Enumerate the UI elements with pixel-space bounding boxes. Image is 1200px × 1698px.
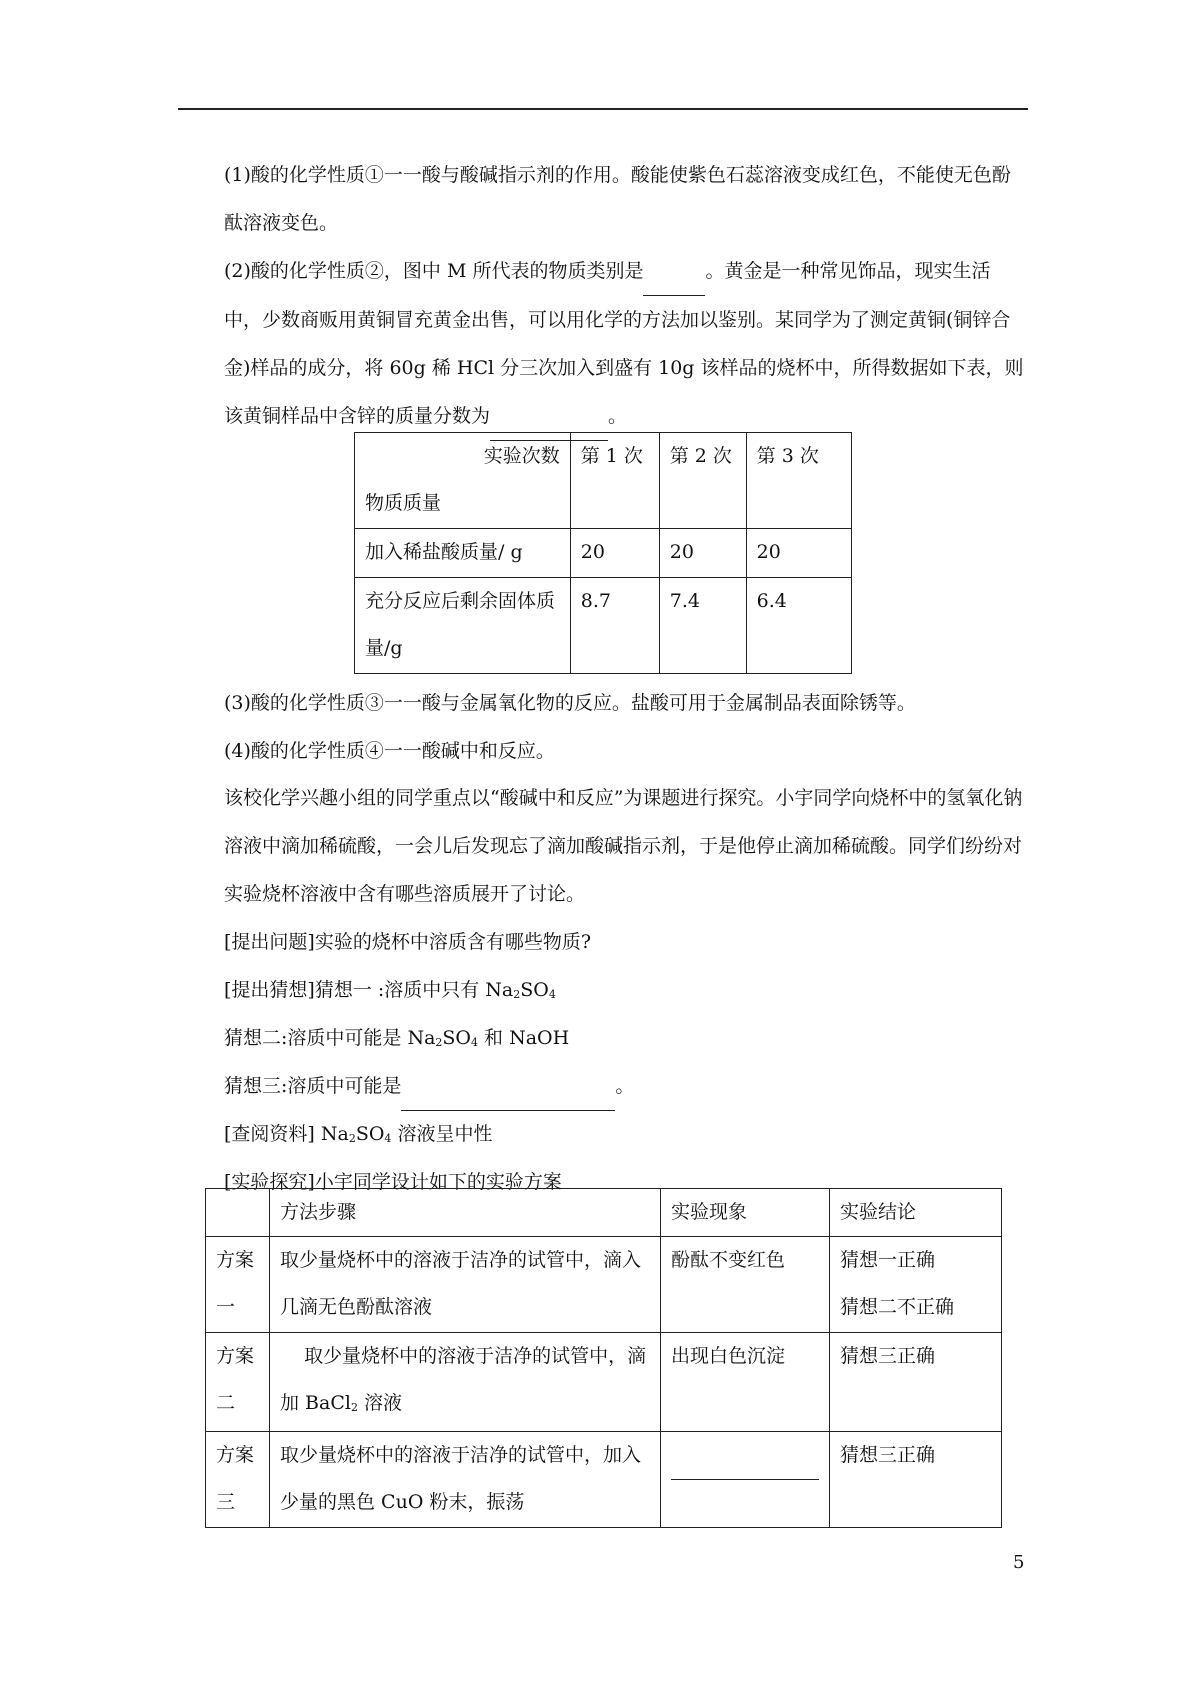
cell-solid-2: 7.4 [659, 578, 746, 674]
cell-acid-2: 20 [659, 529, 746, 578]
header-method: 方法步骤 [270, 1189, 661, 1237]
header-observation: 实验现象 [661, 1189, 830, 1237]
header-top-label: 实验次数 [483, 445, 560, 467]
plan-2-label: 方案二 [206, 1333, 270, 1432]
subscript: 4 [548, 988, 556, 1001]
cell-solid-1: 8.7 [570, 578, 659, 674]
table-row [355, 529, 852, 578]
paragraph-2-text-c: 。 [608, 405, 628, 427]
step-text: 溶液 [357, 1392, 402, 1414]
plan-1-observation: 酚酞不变红色 [661, 1237, 830, 1333]
paragraph-2-text-b: 。黄金是一种常见饰品，现实生活中，少数商贩用黄铜冒充黄金出售，可以用化学的方法加以鉴别。某同学为了测定黄铜(铜锌合金)样品的成分，将 60g 稀 HCl 分三次加入到盛有 10g 该样品的烧杯中，所得数据如下表，则该黄铜样品中含锌的质量分数为 [224, 260, 1024, 427]
plan-1-conclusion [830, 1237, 1002, 1333]
cell-solid-3: 6.4 [746, 578, 851, 674]
header-rule [178, 108, 1028, 110]
plan-2-observation: 出现白色沉淀 [661, 1333, 830, 1432]
subscript: 2 [513, 988, 521, 1001]
experiment-intro: [实验探究]小宇同学设计如下的实验方案 [224, 1171, 562, 1193]
step-text: 取少量烧杯中的溶液于洁净的试管中，滴加 BaCl [280, 1345, 647, 1414]
table-row [206, 1333, 1002, 1432]
formula-part: SO [442, 1027, 471, 1049]
table-row [206, 1237, 1002, 1333]
plan-3-step: 取少量烧杯中的溶液于洁净的试管中，加入少量的黑色 CuO 粉末，振荡 [270, 1432, 661, 1528]
formula-part: 和 NaOH [478, 1027, 570, 1049]
hypothesis-3-end: 。 [615, 1075, 635, 1097]
plan-2-conclusion: 猜想三正确 [830, 1333, 1002, 1432]
answer-blank-m-category [643, 247, 705, 296]
paragraph-2 [224, 247, 1024, 441]
hypothesis-2 [224, 1014, 1024, 1067]
subscript: 2 [348, 1132, 356, 1145]
header-trial-3: 第 3 次 [746, 433, 851, 529]
formula-part: 溶液呈中性 [391, 1123, 493, 1145]
subscript: 2 [350, 1401, 358, 1414]
header-empty [206, 1189, 270, 1237]
subscript: 2 [435, 1036, 443, 1049]
reference-text: [查阅资料] Na [224, 1123, 349, 1145]
header-trial-2: 第 2 次 [659, 433, 746, 529]
table-row [355, 578, 852, 674]
plan-3-observation-blank [661, 1432, 830, 1528]
formula-part: SO [520, 979, 549, 1001]
hypothesis-1-text: [提出猜想]猜想一 :溶质中只有 Na [224, 979, 514, 1001]
header-bottom-label: 物质质量 [365, 492, 442, 514]
reference-info [224, 1110, 1024, 1163]
diagonal-header-cell [355, 433, 571, 529]
conclusion-line: 猜想二不正确 [840, 1296, 955, 1318]
paragraph-2-text-a: (2)酸的化学性质②，图中 M 所代表的物质类别是 [224, 260, 644, 282]
answer-blank-observation [671, 1432, 819, 1480]
cell-acid-1: 20 [570, 529, 659, 578]
header-trial-1: 第 1 次 [570, 433, 659, 529]
plan-3-label: 方案三 [206, 1432, 270, 1528]
plan-1-step: 取少量烧杯中的溶液于洁净的试管中，滴入几滴无色酚酞溶液 [270, 1237, 661, 1333]
paragraph-5: 该校化学兴趣小组的同学重点以“酸碱中和反应”为课题进行探究。小宇同学向烧杯中的氢氧化钠溶液中滴加稀硫酸，一会儿后发现忘了滴加酸碱指示剂，于是他停止滴加稀硫酸。同学们纷纷对实验烧杯溶液中含有哪些溶质展开了讨论。 [224, 787, 1023, 905]
table-row [206, 1432, 1002, 1528]
answer-blank-hypothesis-3 [401, 1062, 615, 1111]
paragraph-3: (3)酸的化学性质③一一酸与金属氧化物的反应。盐酸可用于金属制品表面除锈等。 [224, 692, 916, 714]
subscript: 4 [471, 1036, 478, 1049]
row-label-remaining-solid: 充分反应后剩余固体质量/g [355, 578, 571, 674]
table-row [355, 433, 852, 529]
page-number: 5 [1013, 1552, 1025, 1573]
header-conclusion: 实验结论 [830, 1189, 1002, 1237]
hypothesis-2-text: 猜想二:溶质中可能是 Na [224, 1027, 436, 1049]
hypothesis-3 [224, 1062, 1024, 1111]
hypothesis-1 [224, 966, 1024, 1019]
paragraph-4: (4)酸的化学性质④一一酸碱中和反应。 [224, 740, 555, 762]
hypothesis-3-text: 猜想三:溶质中可能是 [224, 1075, 402, 1097]
question-proposal: [提出问题]实验的烧杯中溶质含有哪些物质? [224, 931, 592, 953]
plan-3-conclusion: 猜想三正确 [830, 1432, 1002, 1528]
experiment-plan-table [205, 1188, 1002, 1528]
cell-acid-3: 20 [746, 529, 851, 578]
conclusion-line: 猜想一正确 [840, 1249, 936, 1271]
plan-2-step [270, 1333, 661, 1432]
formula-part: SO [355, 1123, 385, 1145]
table-row [206, 1189, 1002, 1237]
brass-data-table [354, 432, 852, 674]
paragraph-1: (1)酸的化学性质①一一酸与酸碱指示剂的作用。酸能使紫色石蕊溶液变成红色，不能使无色酚酞溶液变色。 [224, 164, 1011, 234]
subscript: 4 [384, 1132, 392, 1145]
row-label-acid-mass: 加入稀盐酸质量/ g [355, 529, 571, 578]
plan-1-label: 方案一 [206, 1237, 270, 1333]
